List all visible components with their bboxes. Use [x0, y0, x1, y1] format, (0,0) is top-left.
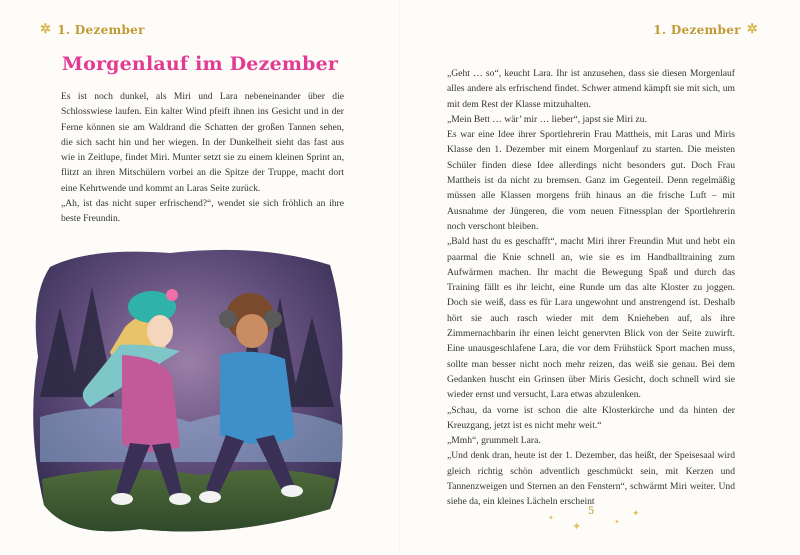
paragraph: „Bald hast du es geschafft“, macht Miri ihrer Freundin Mut und hebt ein paarmal die Knie schnell an, wie sie es im Handballtraining zum Aufwärmen machen. Ihr macht die Bewegung Spaß und durch das Training fällt es ihr leicht, eine Runde um das alte Kloster zu joggen. Doch sie weiß, dass es für Lara ungewohnt und anstrengend ist. Deshalb hört sie auch rasch wieder mit dem Knieheben auf, als ihre Zimmernachbarin ihr einen leicht genervten Blick von der Seite zuwirft. Eine unausgeschlafene Lara, die vor dem Frühstück Sport machen muss, sollte man besser nicht noch mehr reizen, das weiß sie genau. Bei dem Gedanken huscht ein Grinsen über Miris Gesicht, doch schnell wird sie wieder ernst und versucht, Lara etwas abzulenken. [447, 236, 735, 401]
left-body-text [61, 89, 344, 227]
running-girls-illustration [30, 247, 345, 537]
left-running-header [40, 22, 145, 37]
right-body-text [447, 66, 735, 510]
right-page [400, 0, 800, 555]
sparkle-icon: ✦ [572, 521, 582, 533]
star-icon: ✲ [746, 22, 758, 37]
paragraph: Es ist noch dunkel, als Miri und Lara nebeneinander über die Schlosswiese laufen. Ein kalter Wind pfeift ihnen ins Gesicht und in der Ferne können sie am Waldrand die Schatten der großen Tannen sehen, die sich sacht hin und her wiegen. In der Dunkelheit sieht das fast aus wie in Zeitlupe, findet Miri. Munter setzt sie zu einem kleinen Sprint an, flitzt an ihren Mitschülern vorbei an die Spitze der Truppe, macht dort eine Kehrtwende und kommt an Laras Seite zurück. [61, 91, 344, 194]
paragraph: Es war eine Idee ihrer Sportlehrerin Frau Mattheis, mit Laras und Miris Klasse den 1. Dezember mit einem Morgenlauf zu starten. Die meisten Schüler finden diese Idee allerdings nicht besonders gut. Doch Frau Mattheis ist da nicht zu bremsen. Ganz im Gegenteil. Denn regelmäßig müssen alle Klassen morgens früh hinaus an die frische Luft – mit Ausnahme der Jüngeren, die vom neuen Fitnessplan der Sportlehrerin noch verschont bleiben. [447, 129, 735, 232]
right-running-header [653, 22, 758, 37]
left-header-label: 1. Dezember [57, 22, 145, 37]
page-number: 5 [588, 506, 595, 517]
right-header-label: 1. Dezember [653, 22, 741, 37]
paragraph: „Und denk dran, heute ist der 1. Dezember, das heißt, der Speisesaal wird gleich richtig schön adventlich geschmückt sein, mit Kerzen und Tannenzweigen und Sternen an den Fenstern“, schwärmt Miri weiter. Und siehe da, ein kleines Lächeln erscheint [447, 450, 735, 508]
paragraph: „Mmh“, grummelt Lara. [447, 435, 541, 447]
paragraph: „Ah, ist das nicht super erfrischend?“, wendet sie sich fröhlich an ihre beste Freundin. [61, 198, 344, 225]
paragraph: „Mein Bett … wär’ mir … lieber“, japst sie Miri zu. [447, 113, 647, 125]
paragraph: „Schau, da vorne ist schon die alte Klosterkirche und da hinten der Kreuzgang, jetzt ist es nicht mehr weit.“ [447, 404, 735, 431]
paragraph: „Geht … so“, keucht Lara. Ihr ist anzusehen, dass sie diesen Morgenlauf alles andere als erfrischend findet. Schwer atmend kämpft sie mit sich, um mit dem Rest der Klasse mitzuhalten. [447, 68, 735, 110]
sparkle-icon: ✦ [632, 508, 640, 518]
sparkle-icon: ✦ [614, 519, 620, 526]
star-icon: ✲ [40, 22, 52, 37]
chapter-title: Morgenlauf im Dezember [61, 53, 339, 75]
sparkle-icon: ✦ [548, 515, 554, 522]
